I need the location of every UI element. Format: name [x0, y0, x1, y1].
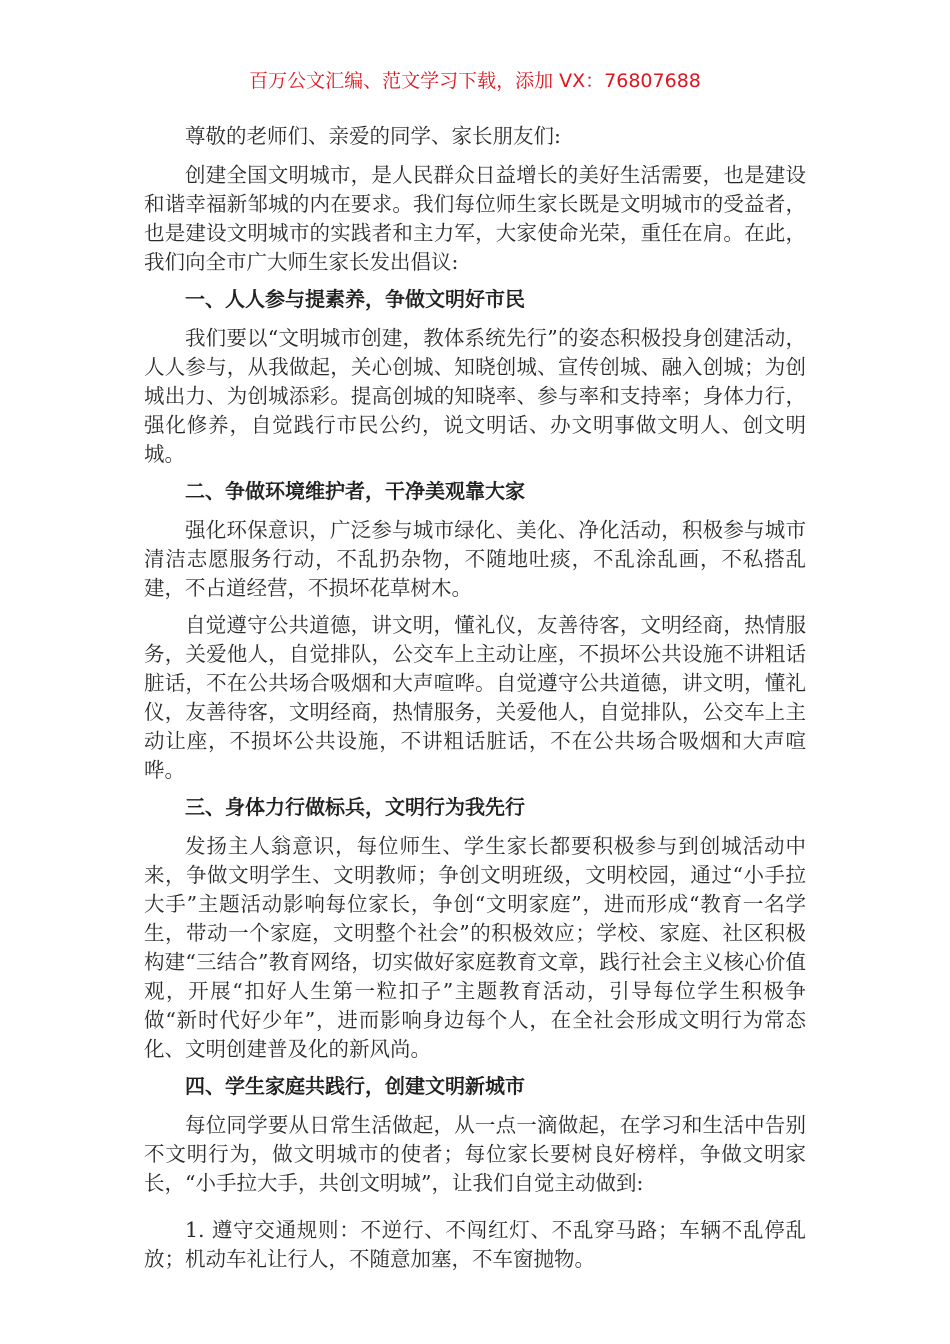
section-3-paragraph-1: 发扬主人翁意识，每位师生、学生家长都要积极参与到创城活动中来，争做文明学生、文明教师；争创文明班级，文明校园，通过“小手拉大手”主题活动影响每位家长，争创“文明家庭”，进而形成“教育一名学生，带动一个家庭，文明整个社会”的积极效应；学校、家庭、社区积极构建“三结合”教育网络，切实做好家庭教育文章，践行社会主义核心价值观，开展“扣好人生第一粒扣子”主题教育活动，引导每位学生积极争做“新时代好少年”，进而影响身边每个人，在全社会形成文明行为常态化、文明创建普及化的新风尚。 [144, 834, 806, 1061]
section-2-paragraph-1: 强化环保意识，广泛参与城市绿化、美化、净化活动，积极参与城市清洁志愿服务行动，不乱扔杂物，不随地吐痰，不乱涂乱画，不私搭乱建，不占道经营，不损坏花草树木。 [144, 518, 806, 600]
section-2-paragraph-2: 自觉遵守公共道德，讲文明，懂礼仪，友善待客，文明经商，热情服务，关爱他人，自觉排队，公交车上主动让座，不损坏公共设施不讲粗话脏话，不在公共场合吸烟和大声喧哗。自觉遵守公共道德，讲文明，懂礼仪，友善待客，文明经商，热情服务，关爱他人，自觉排队，公交车上主动让座，不损坏公共设施，不讲粗话脏话，不在公共场合吸烟和大声喧哗。 [144, 613, 806, 782]
section-heading-1: 一、人人参与提素养，争做文明好市民 [185, 287, 525, 311]
section-heading-2: 二、争做环境维护者，干净美观靠大家 [185, 479, 525, 503]
section-1-paragraph-1: 我们要以“文明城市创建，教体系统先行”的姿态积极投身创建活动，人人参与，从我做起，关心创城、知晓创城、宣传创城、融入创城；为创城出力、为创城添彩。提高创城的知晓率、参与率和支持率；身体力行，强化修养，自觉践行市民公约，说文明话、办文明事做文明人、创文明城。 [144, 326, 806, 466]
section-heading-4: 四、学生家庭共践行，创建文明新城市 [185, 1074, 525, 1098]
promo-banner: 百万公文汇编、范文学习下载，添加 VX：76807688 [249, 70, 701, 92]
section-heading-3: 三、身体力行做标兵，文明行为我先行 [185, 795, 525, 819]
greeting: 尊敬的老师们、亲爱的同学、家长朋友们: [185, 124, 561, 148]
list-item: 1. 遵守交通规则：不逆行、不闯红灯、不乱穿马路；车辆不乱停乱放；机动车礼让行人，不随意加塞，不车窗抛物。 [144, 1218, 806, 1271]
intro-paragraph: 创建全国文明城市，是人民群众日益增长的美好生活需要，也是建设和谐幸福新邹城的内在要求。我们每位师生家长既是文明城市的受益者，也是建设文明城市的实践者和主力军，大家使命光荣，重任在肩。在此，我们向全市广大师生家长发出倡议: [144, 163, 806, 274]
document-body [144, 122, 806, 1282]
section-4-paragraph-1: 每位同学要从日常生活做起，从一点一滴做起，在学习和生活中告别不文明行为，做文明城市的使者；每位家长要树良好榜样，争做文明家长，“小手拉大手，共创文明城”，让我们自觉主动做到: [144, 1113, 806, 1195]
